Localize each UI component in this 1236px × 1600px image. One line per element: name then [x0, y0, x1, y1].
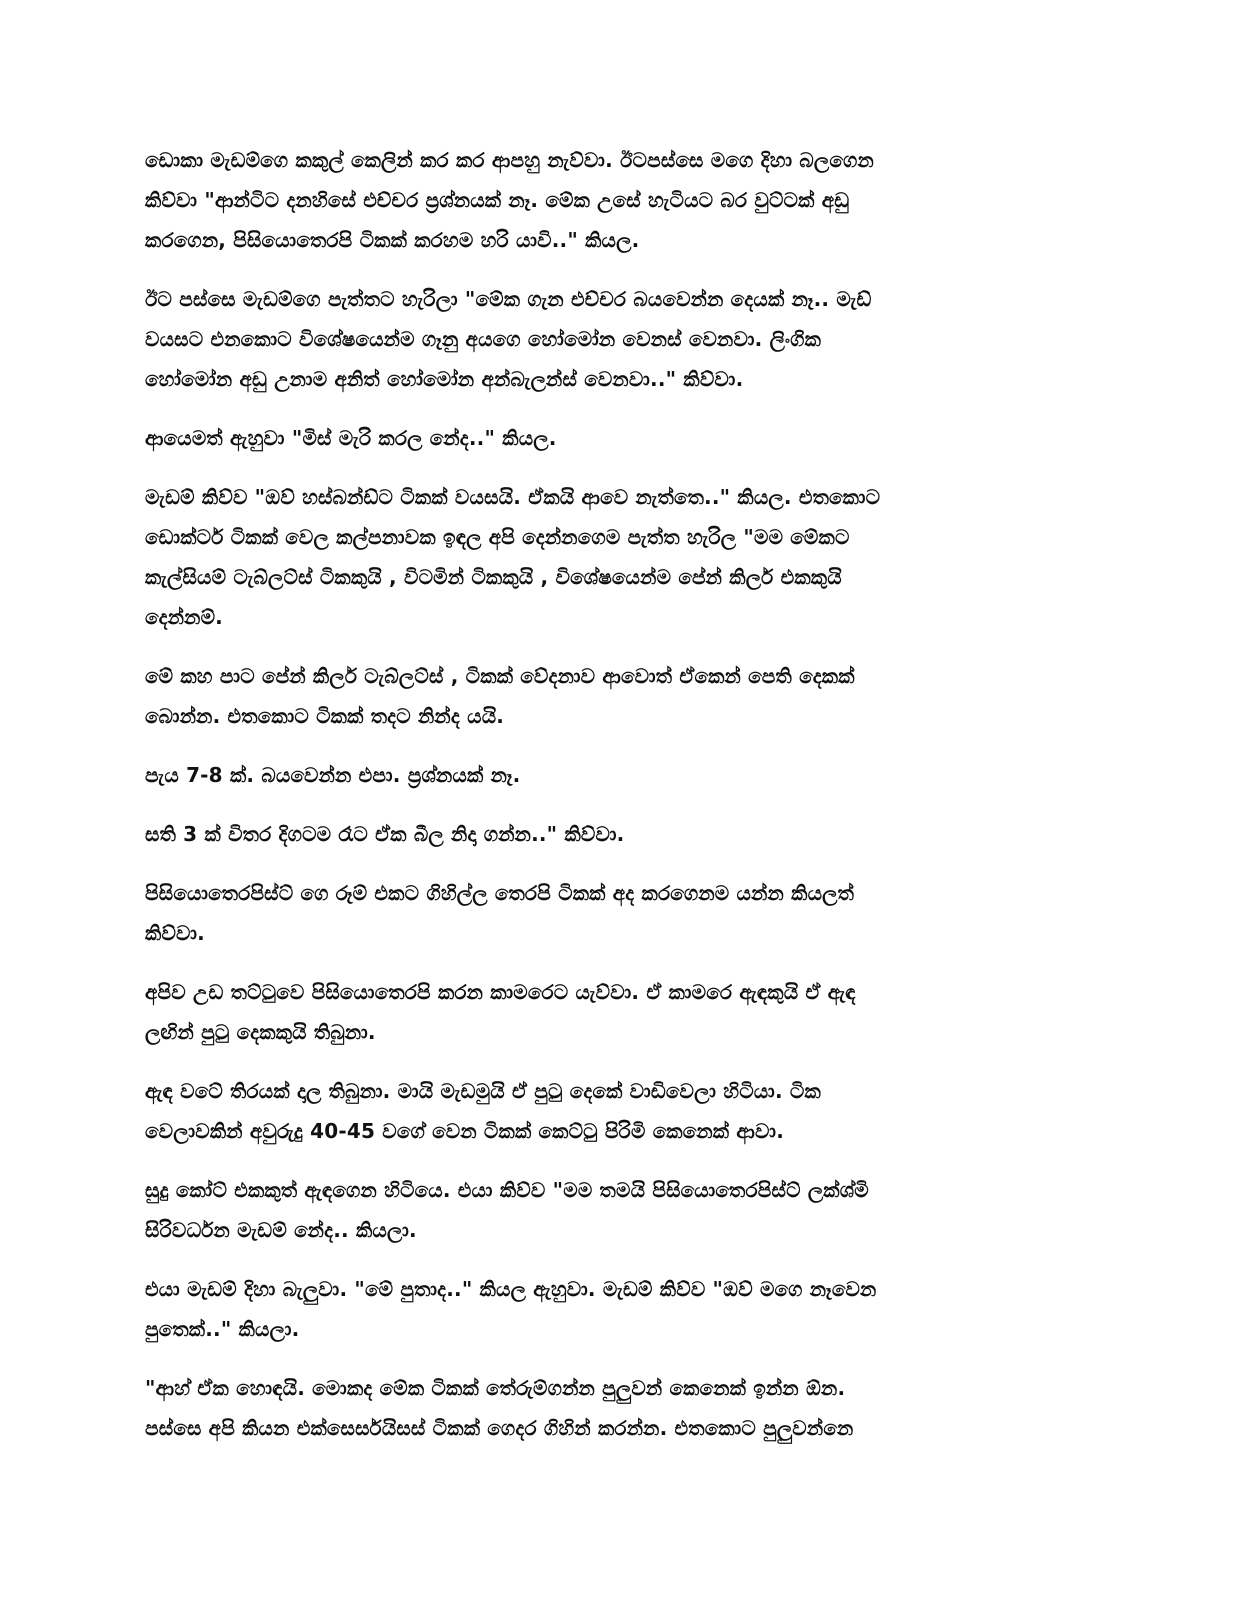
text-line: පිසියොතෙරපිස්ට් ගෙ රූම් එකට ගිහිල්ල තෙරපි ටිකක් අද කරගෙනම යන්න කියලත් [145, 881, 855, 905]
text-line: එයා මැඩම් දිහා බැලුවා. "මේ පුතාද.." කියල ඇහුවා. මැඩම් කිව්ව "ඔව් මගෙ නෑවෙන [145, 1277, 877, 1301]
paragraph [145, 477, 1060, 637]
text-line: බොන්න. එතකොට ටිකක් තදට නින්ද යයි. [145, 704, 505, 728]
paragraph [145, 1071, 1060, 1151]
paragraph [145, 755, 1060, 795]
text-line: දෙන්නම්. [145, 605, 223, 629]
text-line: සුදු කෝට් එකකුත් ඇඳගෙන හිටියෙ. එයා කිව්ව "මම තමයි පිසියොතෙරපිස්ට් ලක්ශ්මි [145, 1178, 869, 1202]
text-line: ලඟින් පුටු දෙකකුයි තිබුනා. [145, 1020, 376, 1044]
text-line: කිව්වා. [145, 921, 205, 945]
text-line: වයසට එනකොට විශේෂයෙන්ම ගෑනු අයගෙ හෝමෝන වෙනස් වෙනවා. ලිංගික [145, 327, 822, 351]
paragraph [145, 873, 1060, 953]
paragraph [145, 140, 1060, 260]
text-line: වෙලාවකින් අවුරුදු 40-45 වගේ වෙන ටිකක් කෙට්ටු පිරිමි කෙනෙක් ආවා. [145, 1119, 785, 1143]
paragraph [145, 814, 1060, 854]
text-line: ඩොකා මැඩම්ගෙ කකුල් කෙලින් කර කර ආපහු නැව්වා. ඊටපස්සෙ මගෙ දිහා බලගෙන [145, 148, 874, 172]
text-line: සිරිවර්ධන මැඩම් නේද.. කියලා. [145, 1218, 417, 1242]
paragraph [145, 418, 1060, 458]
text-line: පැය 7-8 ක්. බයවෙන්න එපා. ප්‍රශ්නයක් නෑ. [145, 763, 521, 787]
text-line: ඊට පස්සෙ මැඩම්ගෙ පැත්තට හැරිලා "මේක ගැන එච්චර බයවෙන්න දෙයක් නෑ.. මැඩ් [145, 287, 872, 311]
paragraph [145, 656, 1060, 736]
paragraph [145, 972, 1060, 1052]
text-line: කැල්සියම් ටැබ්ලට්ස් ටිකකුයි , විටමින් ටිකකුයි , විශේෂයෙන්ම පේන් කිලර් එකකුයි [145, 565, 842, 589]
text-line: සති 3 ක් විතර දිගටම රෑට ඒක බීල නිදා ගන්න.." කිව්වා. [145, 822, 625, 846]
text-line: පුතෙක්.." කියලා. [145, 1317, 300, 1341]
text-line: කරගෙන, පිසියොතෙරපි ටිකක් කරහම හරි යාවි.." කියල. [145, 228, 640, 252]
paragraph [145, 1368, 1060, 1448]
text-line: ඩොක්ටර් ටිකක් වෙල කල්පනාවක ඉඳල අපි දෙන්නගෙම පැත්ත හැරිල "මම මේකට [145, 525, 850, 549]
paragraph [145, 1170, 1060, 1250]
text-line: කිව්වා "ආන්ටිට දනහිසේ එච්චර ප්‍රශ්නයක් නෑ. මේක උසේ හැටියට බර වුට්ටක් අඩු [145, 188, 850, 212]
text-line: හෝමෝන අඩු උනාම අනිත් හෝමෝන අන්බැලන්ස් වෙනවා.." කිව්වා. [145, 367, 744, 391]
text-line: මේ කහ පාට පේන් කිලර් ටැබ්ලට්ස් , ටිකක් වේදනාව ආවොත් ඒකෙන් පෙති දෙකක් [145, 664, 855, 688]
paragraph [145, 279, 1060, 399]
text-line: ඇඳ වටේ තිරයක් දාල තිබුනා. මායි මැඩමුයි ඒ පුටු දෙකේ වාඩිවෙලා හිටියා. ටික [145, 1079, 821, 1103]
text-line: මැඩම් කිව්ව "ඔව් හස්බන්ඩ්ට ටිකක් වයසයි. ඒකයි ආවෙ නැත්තෙ.." කියල. එතකොට [145, 485, 881, 509]
text-line: ආයෙමත් ඇහුවා "මිස් මැරි කරල නේද.." කියල. [145, 426, 557, 450]
text-line: පස්සෙ අපි කියන එක්සෙර්සයිසස් ටිකක් ගෙදර ගිහින් කරන්න. එතකොට පුලුවන්නෙ [145, 1416, 854, 1440]
paragraph [145, 1269, 1060, 1349]
text-line: අපිව උඩ තට්ටුවෙ පිසියොතෙරපි කරන කාමරෙට යැව්වා. ඒ කාමරෙ ඇඳකුයි ඒ ඇඳ [145, 980, 856, 1004]
text-line: "ආහ් ඒක හොඳයි. මොකද මේක ටිකක් තේරුම්ගන්න පුලුවන් කෙනෙක් ඉන්න ඕන. [145, 1376, 846, 1400]
document-body [145, 140, 1060, 1467]
